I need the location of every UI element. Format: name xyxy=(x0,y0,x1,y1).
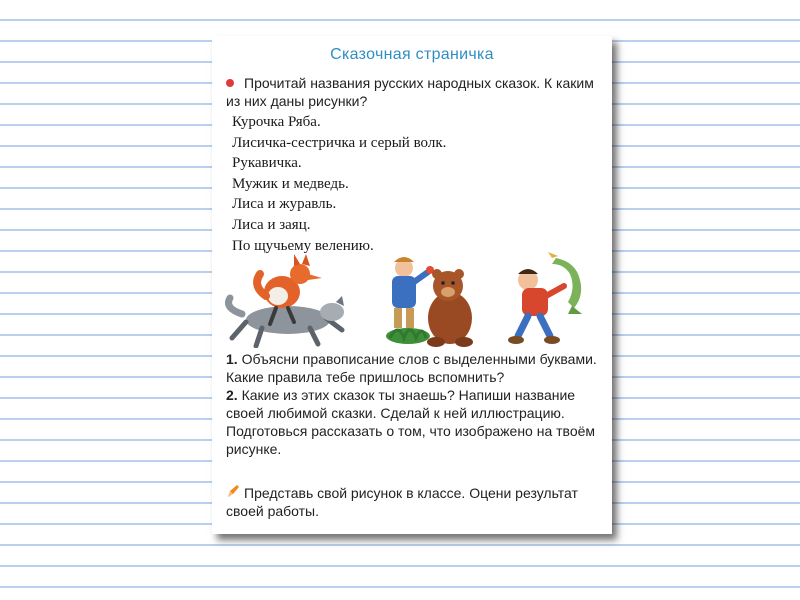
list-item: Курочка Ряба. xyxy=(232,114,321,130)
intro-text: Прочитай названия русских народных сказок. К каким из них даны рисунки? xyxy=(226,75,594,109)
pencil-icon xyxy=(226,485,240,499)
bullet-icon xyxy=(226,79,234,87)
peasant-and-bear-illustration xyxy=(386,257,473,347)
intro-paragraph xyxy=(226,74,598,110)
list-item: По щучьему велению. xyxy=(232,237,374,254)
list-item: Лиса и заяц. xyxy=(232,216,311,233)
page-title: Сказочная страничка xyxy=(330,46,494,63)
list-item: Рукавичка. xyxy=(232,155,302,172)
illustrations xyxy=(218,252,608,348)
task-list xyxy=(226,350,598,458)
task-text: Какие из этих сказок ты знаешь? Напиши название своей любимой сказки. Сделай к ней иллюстрацию. Подготовься рассказать о том, что изображено на твоём рисунке. xyxy=(226,387,596,457)
list-item: Мужик и медведь. xyxy=(232,175,349,192)
final-task xyxy=(226,484,598,520)
tale-list xyxy=(232,112,446,256)
task-number: 1. xyxy=(226,351,238,367)
task-text: Объясни правописание слов с выделенными буквами. Какие правила тебе пришлось вспомнить? xyxy=(226,351,597,385)
final-task-text: Представь свой рисунок в классе. Оцени результат своей работы. xyxy=(226,485,578,519)
fox-riding-wolf-illustration xyxy=(229,254,345,346)
task-item xyxy=(226,386,598,458)
textbook-page xyxy=(212,36,612,534)
emelya-with-pike-illustration xyxy=(508,252,582,344)
list-item: Лиса и журавль. xyxy=(232,196,337,213)
list-item: Лисичка-сестричка и серый волк. xyxy=(232,134,447,151)
task-item xyxy=(226,350,598,386)
task-number: 2. xyxy=(226,387,238,403)
